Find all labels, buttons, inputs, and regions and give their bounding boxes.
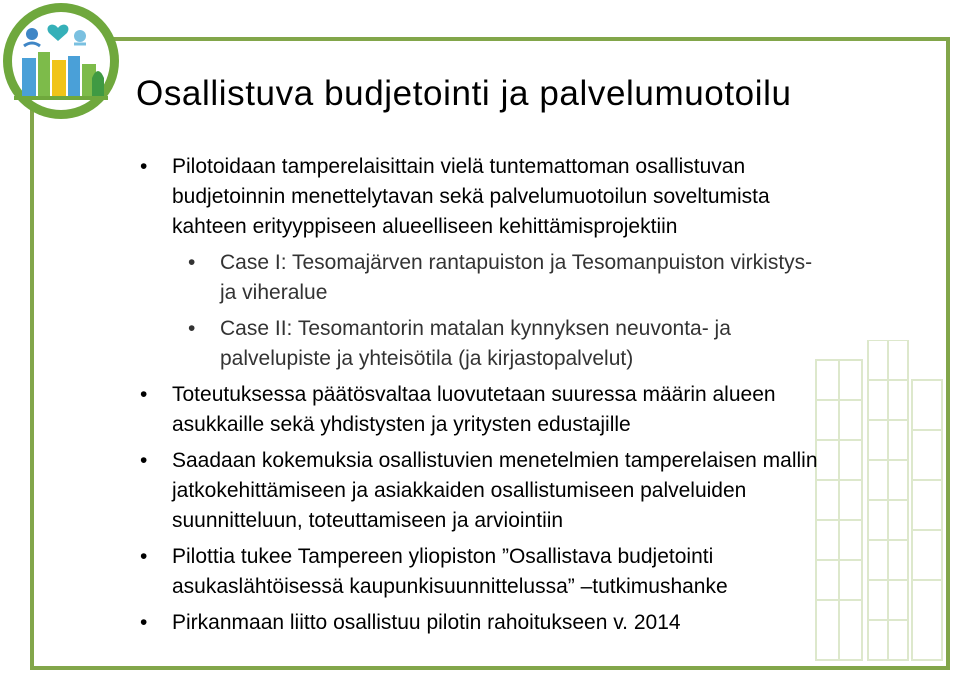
- bullet-list: [140, 152, 940, 638]
- bullet-item-experiences: • Saadaan kokemuksia osallistuvien menetelmien tamperelaisen mallin jatkokehittämiseen ja asiakkaiden osallistumiseen palveluiden suunnitteluun, toteuttamiseen ja arviointiin: [140, 446, 940, 536]
- city-logo-icon: [0, 0, 122, 122]
- bullet-item-decision-power: • Toteutuksessa päätösvaltaa luovutetaan suuressa määrin alueen asukkaille sekä yhdistysten ja yritysten edustajille: [140, 380, 940, 440]
- bullet-item-research-project: • Pilottia tukee Tampereen yliopiston ”Osallistava budjetointi asukaslähtöisessä kaupunkisuunnittelussa” –tutkimushanke: [140, 542, 940, 602]
- bullet-item-pilot: • Pilotoidaan tamperelaisittain vielä tuntemattoman osallistuvan budjetoinnin menettelytavan sekä palvelumuotoilun soveltumista kahteen erityyppiseen alueelliseen kehittämisprojektiin: [140, 152, 940, 242]
- bullet-item-funding: • Pirkanmaan liitto osallistuu pilotin rahoitukseen v. 2014: [140, 608, 940, 638]
- slide-title: Osallistuva budjetointi ja palvelumuotoilu: [136, 74, 792, 113]
- sub-bullet-case-2: • Case II: Tesomantorin matalan kynnyksen neuvonta- ja palvelupiste ja yhteisötila (ja kirjastopalvelut): [140, 314, 940, 374]
- sub-bullet-case-1: • Case I: Tesomajärven rantapuiston ja Tesomanpuiston virkistys- ja viheralue: [140, 248, 940, 308]
